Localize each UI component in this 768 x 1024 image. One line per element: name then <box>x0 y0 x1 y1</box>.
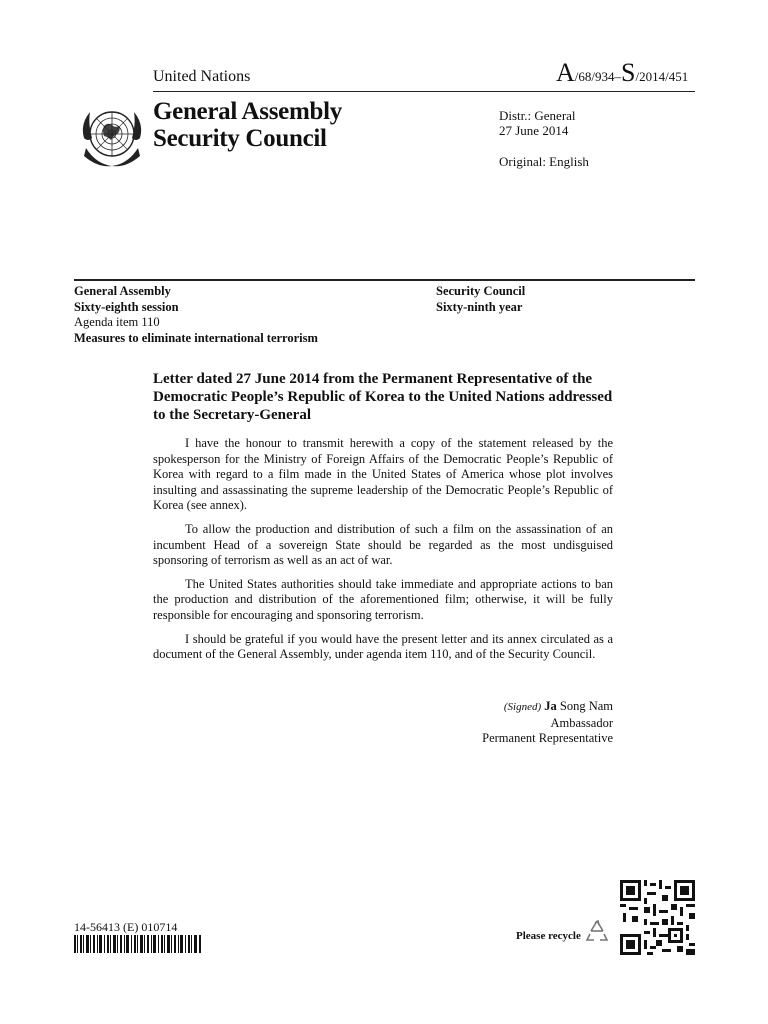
security-council-block <box>436 284 525 315</box>
organization-name: United Nations <box>153 68 251 85</box>
signatory-surname: Ja <box>544 699 557 713</box>
sc-year: Sixty-ninth year <box>436 299 523 314</box>
ga-session: Sixty-eighth session <box>74 299 179 314</box>
recycle-icon <box>584 918 610 944</box>
organ-names <box>153 98 342 152</box>
qr-code-icon <box>620 880 695 955</box>
signatory-given-name: Song Nam <box>559 699 613 713</box>
original-language: Original: English <box>499 154 589 169</box>
signature-block <box>380 699 613 747</box>
document-symbol <box>556 58 688 88</box>
paragraph: The United States authorities should take immediate and appropriate actions to ban the production and distribution of the aforementioned film; otherwise, it will be fully responsible for encouraging and sponsoring terrorism. <box>153 576 613 622</box>
un-emblem-icon <box>74 98 150 174</box>
organ-general-assembly: General Assembly <box>153 98 342 125</box>
issue-date: 27 June 2014 <box>499 123 569 138</box>
ga-agenda-item: Agenda item 110 <box>74 315 160 329</box>
general-assembly-block <box>74 284 318 346</box>
letter-body <box>153 436 613 671</box>
symbol-s-letter: S <box>621 58 636 87</box>
symbol-a-letter: A <box>556 58 575 87</box>
signatory-title: Ambassador <box>550 715 613 730</box>
paragraph: I should be grateful if you would have the present letter and its annex circulated as a document of the General Assembly, under agenda item 110, and of the Security Council. <box>153 631 613 662</box>
organ-security-council: Security Council <box>153 125 327 152</box>
paragraph: I have the honour to transmit herewith a copy of the statement released by the spokesperson for the Ministry of Foreign Affairs of the Democratic People’s Republic of Korea with regard to a film made in the United States of America whose plot involves insulting and assassinating the supreme leadership of the Democratic People’s Republic of Korea (see annex). <box>153 436 613 513</box>
document-code: 14-56413 (E) 010714 <box>74 920 178 934</box>
sc-name: Security Council <box>436 284 526 298</box>
symbol-s-number: /2014/451 <box>635 69 689 84</box>
section-rule <box>74 279 695 281</box>
ga-agenda-title: Measures to eliminate international terrorism <box>74 330 318 345</box>
paragraph: To allow the production and distribution of such a film on the assassination of an incumbent Head of a sovereign State should be regarded as the most undisguised sponsoring of terrorism as well as an act of war. <box>153 521 613 568</box>
signatory-role: Permanent Representative <box>482 731 613 746</box>
recycle-label: Please recycle <box>516 930 581 942</box>
symbol-a-number: /68/934– <box>574 69 622 84</box>
distribution: Distr.: General <box>499 108 576 123</box>
ga-name: General Assembly <box>74 284 171 298</box>
signed-mark: (Signed) <box>503 701 542 713</box>
barcode-icon <box>74 935 201 953</box>
header-rule <box>153 91 695 92</box>
distribution-info <box>499 108 576 138</box>
signatory <box>380 699 613 716</box>
letter-title: Letter dated 27 June 2014 from the Permanent Representative of the Democratic People’s Republic of Korea to the United Nations addressed to the Secretary-General <box>153 371 613 423</box>
